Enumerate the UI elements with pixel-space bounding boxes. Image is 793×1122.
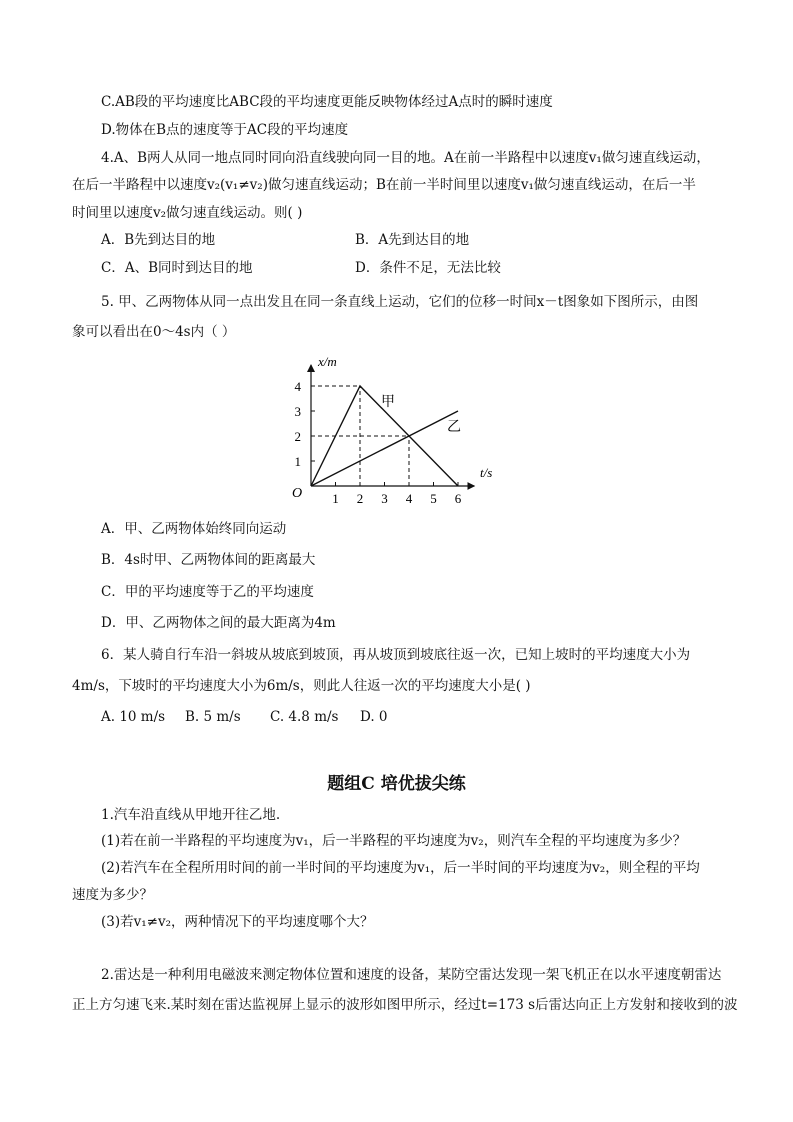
q3-option-d: D.物体在B点的速度等于AC段的平均速度 (101, 122, 349, 138)
c1-part-2: (2)若汽车在全程所用时间的前一半时间的平均速度为v₁，后一半时间的平均速度为v₂，则全程的平均 (101, 860, 700, 876)
c1-part-2-cont: 速度为多少？ (72, 887, 153, 903)
c2-stem-line-2: 正上方匀速飞来.某时刻在雷达监视屏上显示的波形如图甲所示，经过t=173 s后雷达向正上方发射和接收到的波 (72, 997, 738, 1013)
y-tick-label-3: 3 (294, 404, 301, 419)
y-tick-label-4: 4 (294, 379, 301, 394)
q4-option-d: D．条件不足，无法比较 (355, 260, 501, 276)
xt-graph (280, 350, 510, 510)
x-tick-label-2: 2 (356, 491, 364, 506)
x-axis-label: t/s (480, 465, 493, 480)
section-heading-group-c: 题组C 培优拔尖练 (327, 774, 466, 794)
q5-option-d: D．甲、乙两物体之间的最大距离为4m (101, 615, 336, 631)
x-tick-label-3: 3 (381, 491, 388, 506)
q6-option-c: C. 4.8 m/s (270, 709, 339, 725)
q5-stem-line-1: 5. 甲、乙两物体从同一点出发且在同一条直线上运动，它们的位移一时间x－t图象如下图所示，由图 (101, 294, 699, 310)
series-line-yi (311, 411, 458, 486)
q5-option-c: C．甲的平均速度等于乙的平均速度 (101, 584, 314, 600)
q5-stem-line-2: 象可以看出在0～4s内（ ） (72, 324, 236, 340)
origin-label: O (292, 486, 303, 501)
q4-stem-line-2: 在后一半路程中以速度v₂(v₁≠v₂)做匀速直线运动；B在前一半时间里以速度v₁做匀速直线运动，在后一半 (72, 177, 696, 193)
q5-option-a: A．甲、乙两物体始终同向运动 (101, 521, 287, 537)
y-axis-label: x/m (318, 354, 337, 369)
q4-stem-line-1: 4.A、B两人从同一地点同时同向沿直线驶向同一目的地。A在前一半路程中以速度v₁做匀速直线运动， (101, 150, 710, 166)
q6-stem-line-2: 4m/s，下坡时的平均速度大小为6m/s，则此人往返一次的平均速度大小是( ) (72, 678, 531, 694)
q6-stem-line-1: 6．某人骑自行车沿一斜坡从坡底到坡顶，再从坡顶到坡底往返一次，已知上坡时的平均速度大小为 (101, 647, 691, 663)
c1-part-1: (1)若在前一半路程的平均速度为v₁，后一半路程的平均速度为v₂，则汽车全程的平均速度为多少？ (101, 833, 687, 849)
c2-stem-line-1: 2.雷达是一种利用电磁波来测定物体位置和速度的设备，某防空雷达发现一架飞机正在以水平速度朝雷达 (101, 967, 722, 983)
q6-option-d: D. 0 (360, 709, 388, 725)
q6-option-a: A. 10 m/s (101, 709, 166, 725)
q3-option-c: C.AB段的平均速度比ABC段的平均速度更能反映物体经过A点时的瞬时速度 (101, 94, 553, 110)
series-label-yi: 乙 (447, 420, 461, 435)
c1-intro: 1.汽车沿直线从甲地开往乙地. (101, 807, 281, 823)
x-tick-label-4: 4 (405, 491, 413, 506)
x-tick-label-5: 5 (430, 491, 437, 506)
q4-option-b: B．A先到达目的地 (355, 232, 470, 248)
x-tick-label-1: 1 (332, 491, 339, 506)
q4-option-c: C．A、B同时到达目的地 (101, 260, 253, 276)
q5-option-b: B．4s时甲、乙两物体间的距离最大 (101, 552, 316, 568)
x-tick-label-6: 6 (454, 491, 462, 506)
y-tick-label-1: 1 (294, 454, 301, 469)
q4-option-a: A．B先到达目的地 (101, 232, 216, 248)
y-tick-label-2: 2 (294, 429, 301, 444)
q4-stem-line-3: 时间里以速度v₂做匀速直线运动。则( ) (72, 205, 303, 221)
c1-part-3: (3)若v₁≠v₂，两种情况下的平均速度哪个大？ (101, 914, 374, 930)
q6-option-b: B. 5 m/s (185, 709, 241, 725)
series-label-jia: 甲 (381, 395, 395, 410)
